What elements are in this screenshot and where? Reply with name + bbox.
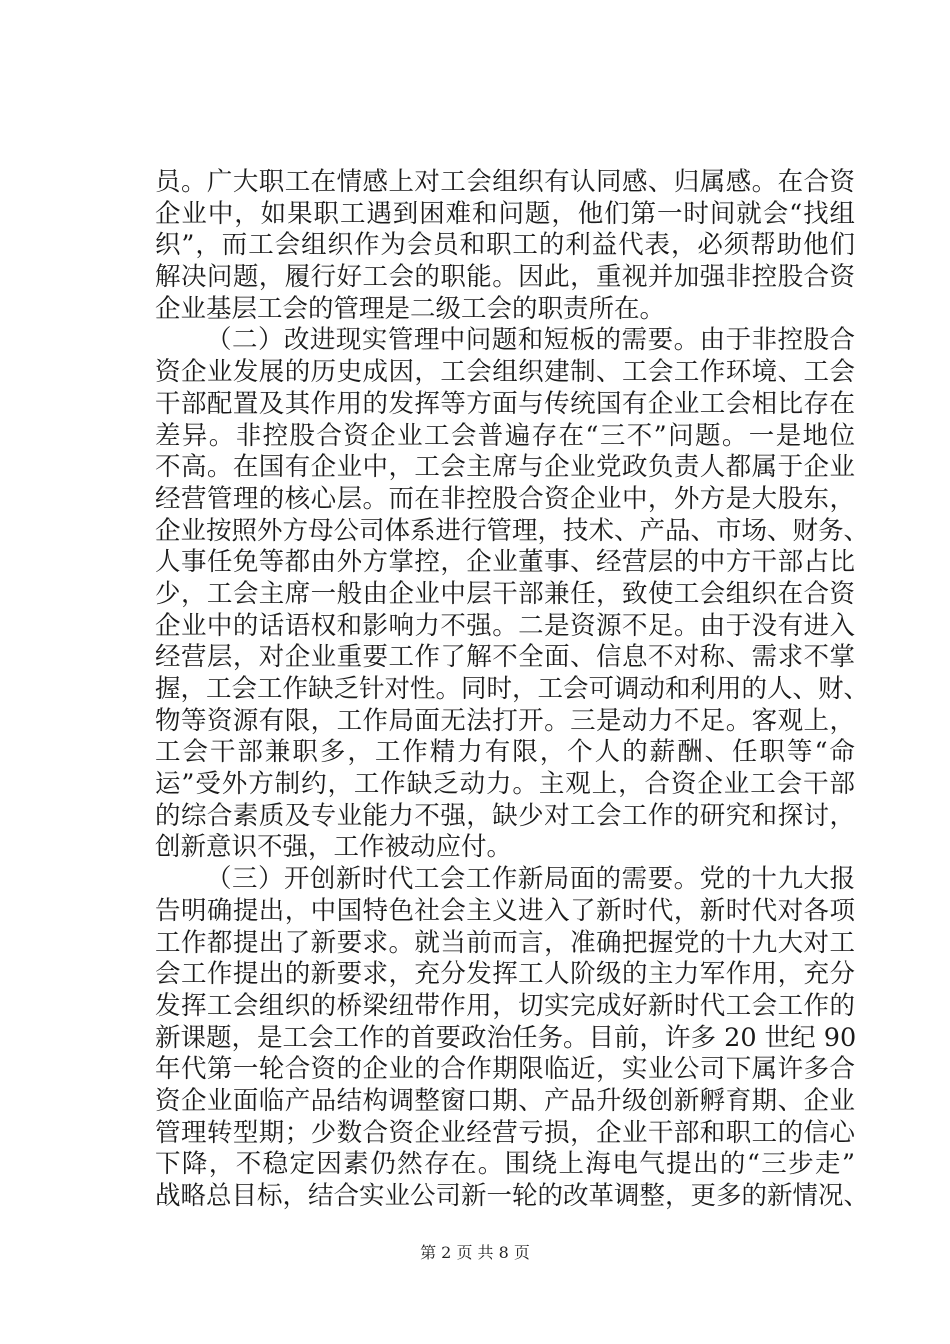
text-line: 握，工会工作缺乏针对性。同时，工会可调动和利用的人、财、	[155, 674, 870, 704]
text-line: 发挥工会组织的桥梁纽带作用，切实完成好新时代工会工作的	[155, 990, 855, 1021]
text-line: 的综合素质及专业能力不强，缺少对工会工作的研究和探讨，	[155, 800, 855, 831]
text-line: 不高。在国有企业中，工会主席与企业党政负责人都属于企业	[155, 452, 855, 483]
text-line: 织”，而工会组织作为会员和职工的利益代表，必须帮助他们	[155, 230, 855, 261]
text-line: 管理转型期；少数合资企业经营亏损，企业干部和职工的信心	[155, 1117, 855, 1148]
text-line: 年代第一轮合资的企业的合作期限临近，实业公司下属许多合	[155, 1054, 855, 1085]
text-line: 会工作提出的新要求，充分发挥工人阶级的主力军作用，充分	[155, 959, 855, 990]
text-line: 资企业发展的历史成因，工会组织建制、工会工作环境、工会	[155, 357, 855, 388]
text-line: 运”受外方制约，工作缺乏动力。主观上，合资企业工会干部	[155, 769, 855, 800]
text-line: 下降，不稳定因素仍然存在。围绕上海电气提出的“三步走”	[155, 1149, 855, 1180]
text-line: 企业基层工会的管理是二级工会的职责所在。	[155, 293, 666, 324]
text-line: 人事任免等都由外方掌控，企业董事、经营层的中方干部占比	[155, 547, 855, 578]
text-line: 经营层，对企业重要工作了解不全面、信息不对称、需求不掌	[155, 642, 855, 673]
text-line: 告明确提出，中国特色社会主义进入了新时代，新时代对各项	[155, 895, 855, 926]
text-line: 企业中的话语权和影响力不强。二是资源不足。由于没有进入	[155, 610, 855, 641]
text-line: （三）开创新时代工会工作新局面的需要。党的十九大报	[206, 864, 855, 895]
text-line: 战略总目标，结合实业公司新一轮的改革调整，更多的新情况、	[155, 1181, 870, 1211]
text-line: 干部配置及其作用的发挥等方面与传统国有企业工会相比存在	[155, 388, 855, 419]
text-line: 工作都提出了新要求。就当前而言，准确把握党的十九大对工	[155, 927, 855, 958]
text-line: 资企业面临产品结构调整窗口期、产品升级创新孵育期、企业	[155, 1085, 855, 1116]
text-line: （二）改进现实管理中问题和短板的需要。由于非控股合	[206, 325, 855, 356]
page-footer: 第 2 页 共 8 页	[420, 1243, 530, 1262]
text-line: 员。广大职工在情感上对工会组织有认同感、归属感。在合资	[155, 167, 855, 197]
text-line: 少，工会主席一般由企业中层干部兼任，致使工会组织在合资	[155, 578, 855, 609]
text-line: 工会干部兼职多，工作精力有限，个人的薪酬、任职等“命	[155, 737, 855, 768]
text-line: 创新意识不强，工作被动应付。	[155, 832, 513, 863]
text-line: 解决问题，履行好工会的职能。因此，重视并加强非控股合资	[155, 262, 855, 293]
text-line: 企业中，如果职工遇到困难和问题，他们第一时间就会“找组	[155, 198, 855, 229]
text-line: 企业按照外方母公司体系进行管理，技术、产品、市场、财务、	[155, 515, 870, 546]
text-line: 物等资源有限，工作局面无法打开。三是动力不足。客观上，	[155, 705, 855, 736]
text-line: 新课题，是工会工作的首要政治任务。目前，许多 20 世纪 90	[155, 1022, 857, 1053]
text-line: 经营管理的核心层。而在非控股合资企业中，外方是大股东，	[155, 483, 855, 514]
body-text	[155, 167, 870, 1213]
text-line: 差异。非控股合资企业工会普遍存在“三不”问题。一是地位	[155, 420, 855, 451]
